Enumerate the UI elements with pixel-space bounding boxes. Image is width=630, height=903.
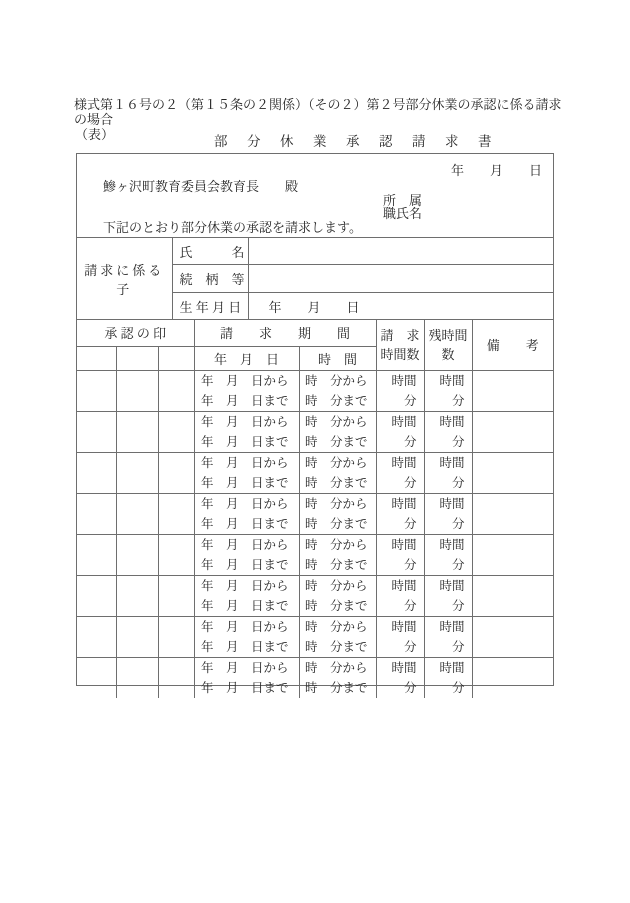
request-time-cell: 時 分から 時 分まで: [299, 452, 376, 493]
request-date-cell: 年 月 日から 年 月 日まで: [194, 411, 299, 452]
affiliation-label: 所 属: [383, 193, 423, 208]
header-request-period: 請 求 期 間: [194, 320, 376, 346]
remaining-hours-cell: 時間 分: [424, 616, 472, 657]
field-label-birthdate: 生 年 月 日: [172, 293, 248, 320]
form-code-line-2: （表）: [75, 127, 115, 142]
field-value-name: [248, 238, 553, 265]
remarks-cell: [472, 575, 553, 616]
stamp-cell: [116, 657, 158, 698]
request-time-cell: 時 分から 時 分まで: [299, 493, 376, 534]
stamp-cell: [158, 452, 194, 493]
remarks-cell: [472, 616, 553, 657]
issue-date-line: 年 月 日: [450, 163, 542, 178]
remarks-cell: [472, 370, 553, 411]
form-box: [76, 153, 554, 695]
table-row: [77, 411, 553, 452]
form-code-line-1: 様式第１６号の２（第１５条の２関係）（その２）第２号部分休業の承認に係る請求の場合: [74, 97, 562, 127]
remarks-cell: [472, 534, 553, 575]
stamp-cell: [77, 534, 116, 575]
stamp-cell: [116, 616, 158, 657]
table-row: [77, 616, 553, 657]
table-row: [77, 452, 553, 493]
stamp-cell: [158, 575, 194, 616]
page-title: 部 分 休 業 承 認 請 求 書: [214, 134, 495, 149]
stamp-cell: [116, 493, 158, 534]
stamp-cell: [158, 534, 194, 575]
request-time-cell: 時 分から 時 分まで: [299, 616, 376, 657]
stamp-cell: [77, 616, 116, 657]
request-date-cell: 年 月 日から 年 月 日まで: [194, 575, 299, 616]
requested-hours-cell: 時間 分: [376, 493, 424, 534]
child-group-label: 請求に係る子: [77, 238, 172, 320]
request-date-cell: 年 月 日から 年 月 日まで: [194, 657, 299, 698]
request-date-cell: 年 月 日から 年 月 日まで: [194, 493, 299, 534]
stamp-cell: [116, 534, 158, 575]
request-time-cell: 時 分から 時 分まで: [299, 657, 376, 698]
stamp-cell: [158, 657, 194, 698]
field-label-name: 氏 名: [172, 238, 248, 265]
remaining-hours-cell: 時間 分: [424, 493, 472, 534]
child-info-table: [77, 237, 553, 320]
field-label-relationship: 続 柄 等: [172, 265, 248, 293]
request-date-cell: 年 月 日から 年 月 日まで: [194, 370, 299, 411]
request-time-cell: 時 分から 時 分まで: [299, 370, 376, 411]
stamp-cell: [116, 452, 158, 493]
stamp-header-cell: [158, 346, 194, 370]
stamp-cell: [116, 370, 158, 411]
remaining-hours-cell: 時間 分: [424, 534, 472, 575]
stamp-cell: [77, 575, 116, 616]
remaining-hours-cell: 時間 分: [424, 575, 472, 616]
request-statement: 下記のとおり部分休業の承認を請求します。: [103, 220, 362, 235]
request-time-cell: 時 分から 時 分まで: [299, 534, 376, 575]
requested-hours-cell: 時間 分: [376, 575, 424, 616]
header-requested-hours: 請 求 時間数: [376, 320, 424, 370]
requested-hours-cell: 時間 分: [376, 452, 424, 493]
table-row: [77, 370, 553, 411]
addressee-line: 鰺ヶ沢町教育委員会教育長 殿: [103, 179, 299, 194]
remaining-hours-cell: 時間 分: [424, 452, 472, 493]
stamp-cell: [158, 493, 194, 534]
requested-hours-cell: 時間 分: [376, 616, 424, 657]
stamp-cell: [116, 411, 158, 452]
table-row: [77, 534, 553, 575]
stamp-cell: [116, 575, 158, 616]
request-date-cell: 年 月 日から 年 月 日まで: [194, 534, 299, 575]
stamp-cell: [158, 616, 194, 657]
requested-hours-cell: 時間 分: [376, 411, 424, 452]
requested-hours-cell: 時間 分: [376, 657, 424, 698]
header-date: 年 月 日: [194, 346, 299, 370]
remarks-cell: [472, 452, 553, 493]
stamp-cell: [77, 411, 116, 452]
request-time-cell: 時 分から 時 分まで: [299, 575, 376, 616]
request-date-cell: 年 月 日から 年 月 日まで: [194, 616, 299, 657]
request-date-cell: 年 月 日から 年 月 日まで: [194, 452, 299, 493]
request-table: [77, 320, 553, 698]
remaining-hours-cell: 時間 分: [424, 370, 472, 411]
stamp-cell: [158, 411, 194, 452]
header-time: 時 間: [299, 346, 376, 370]
stamp-cell: [77, 657, 116, 698]
table-row: [77, 575, 553, 616]
header-approval-seal: 承 認 の 印: [77, 320, 194, 346]
stamp-cell: [77, 493, 116, 534]
stamp-header-cell: [116, 346, 158, 370]
remaining-hours-cell: 時間 分: [424, 411, 472, 452]
table-row: [77, 493, 553, 534]
remarks-cell: [472, 411, 553, 452]
request-time-cell: 時 分から 時 分まで: [299, 411, 376, 452]
remarks-cell: [472, 493, 553, 534]
position-name-label: 職氏名: [383, 206, 423, 221]
requested-hours-cell: 時間 分: [376, 370, 424, 411]
remaining-hours-cell: 時間 分: [424, 657, 472, 698]
form-top-section: [77, 154, 553, 237]
stamp-cell: [158, 370, 194, 411]
header-remaining-hours: 残時間 数: [424, 320, 472, 370]
field-value-relationship: [248, 265, 553, 293]
header-remarks: 備 考: [472, 320, 553, 370]
requested-hours-cell: 時間 分: [376, 534, 424, 575]
stamp-header-cell: [77, 346, 116, 370]
request-rows: [77, 370, 553, 698]
table-row: [77, 657, 553, 698]
remarks-cell: [472, 657, 553, 698]
stamp-cell: [77, 370, 116, 411]
field-value-birthdate: 年 月 日: [248, 293, 553, 320]
stamp-cell: [77, 452, 116, 493]
